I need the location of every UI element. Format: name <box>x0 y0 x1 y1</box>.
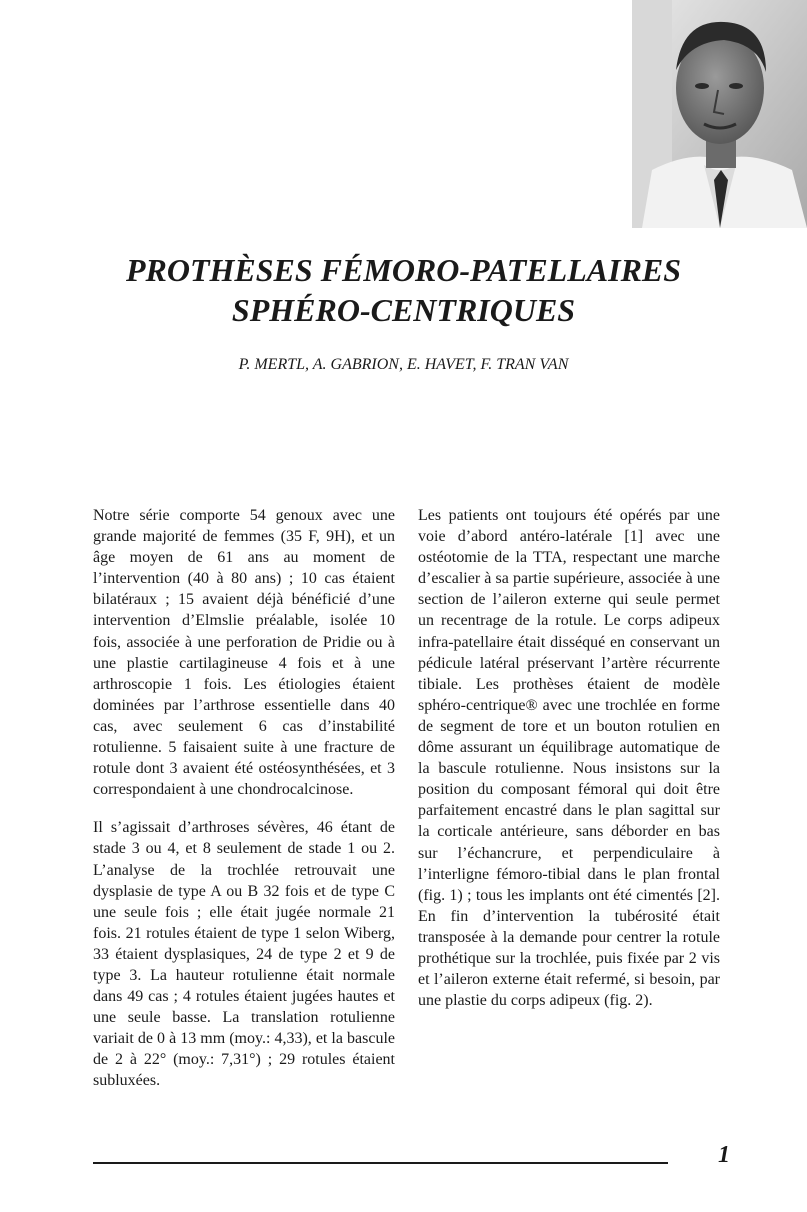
portrait-image <box>632 0 807 228</box>
article-title <box>0 250 807 330</box>
right-text-column <box>418 505 720 1011</box>
left-paragraph-2: Il s’agissait d’arthroses sévères, 46 étant de stade 3 ou 4, et 8 seulement de stade 1 ou 2. L’analyse de la trochlée retrouvait une dysplasie de type A ou B 32 fois et de type C une seule fois ; elle était jugée normale 21 fois. 21 rotules étaient de type 1 selon Wiberg, 33 étaient dysplasiques, 24 de type 2 et 9 de type 3. La hauteur rotulienne était normale dans 49 cas ; 4 rotules étaient jugées hautes et une seule basse. La translation rotulienne variait de 0 à 13 mm (moy.: 4,33), et la bascule de 2 à 22° (moy.: 7,31°) ; 29 rotules étaient subluxées. <box>93 819 395 1090</box>
left-paragraph-1: Notre série comporte 54 genoux avec une grande majorité de femmes (35 F, 9H), et un âge moyen de 61 ans au moment de l’intervention (40 à 80 ans) ; 10 cas étaient bilatéraux ; 15 avaient déjà bénéficié d’une intervention d’Elmslie préalable, isolée 10 fois, associée à une perforation de Pridie ou à une plastie cartilagineuse 4 fois et à une arthroscopie 1 fois. Les étiologies étaient dominées par l’arthrose essentielle dans 40 cas, avec seulement 6 cas d’instabilité rotulienne. 5 faisaient suite à une fracture de rotule dont 3 avaient été ostéosynthésées, et 3 correspondaient à une chondrocalcinose. <box>93 507 395 799</box>
article-title-line-2: SPHÉRO-CENTRIQUES <box>231 292 576 328</box>
article-title-line-1: PROTHÈSES FÉMORO-PATELLAIRES <box>125 252 682 288</box>
page-number: 1 <box>718 1142 730 1168</box>
left-text-column <box>93 505 395 1092</box>
right-paragraph-1: Les patients ont toujours été opérés par une voie d’abord antéro-latérale [1] avec une ostéotomie de la TTA, respectant une marche d’escalier à sa partie supérieure, associée à une section de l’aileron externe qui seule permet un recentrage de la rotule. Le corps adipeux infra-patellaire était disséqué en conservant un pédicule latéral préservant l’artère récurrente tibiale. Les prothèses étaient de modèle sphéro-centrique® avec une trochlée en forme de segment de tore et un bouton rotulien en dôme assurant un équilibrage automatique de la bascule rotulienne. Nous insistons sur la position du composant fémoral qui doit être parfaitement encastré dans le plan sagittal sur la corticale antérieure, sans déborder en bas sur l’échancrure, et perpendiculaire à l’interligne fémoro-tibial dans le plan frontal (fig. 1) ; tous les implants ont été cimentés [2]. En fin d’intervention la tubérosité était transposée à la demande pour centrer la rotule prothétique sur la trochlée, puis fixée par 2 vis et l’aileron externe était refermé, si besoin, par une plastie du corps adipeux (fig. 2). <box>418 507 720 1010</box>
footer-rule <box>93 1162 668 1164</box>
authors-line: P. MERTL, A. GABRION, E. HAVET, F. TRAN VAN <box>238 356 569 373</box>
author-portrait-photo <box>632 0 807 228</box>
